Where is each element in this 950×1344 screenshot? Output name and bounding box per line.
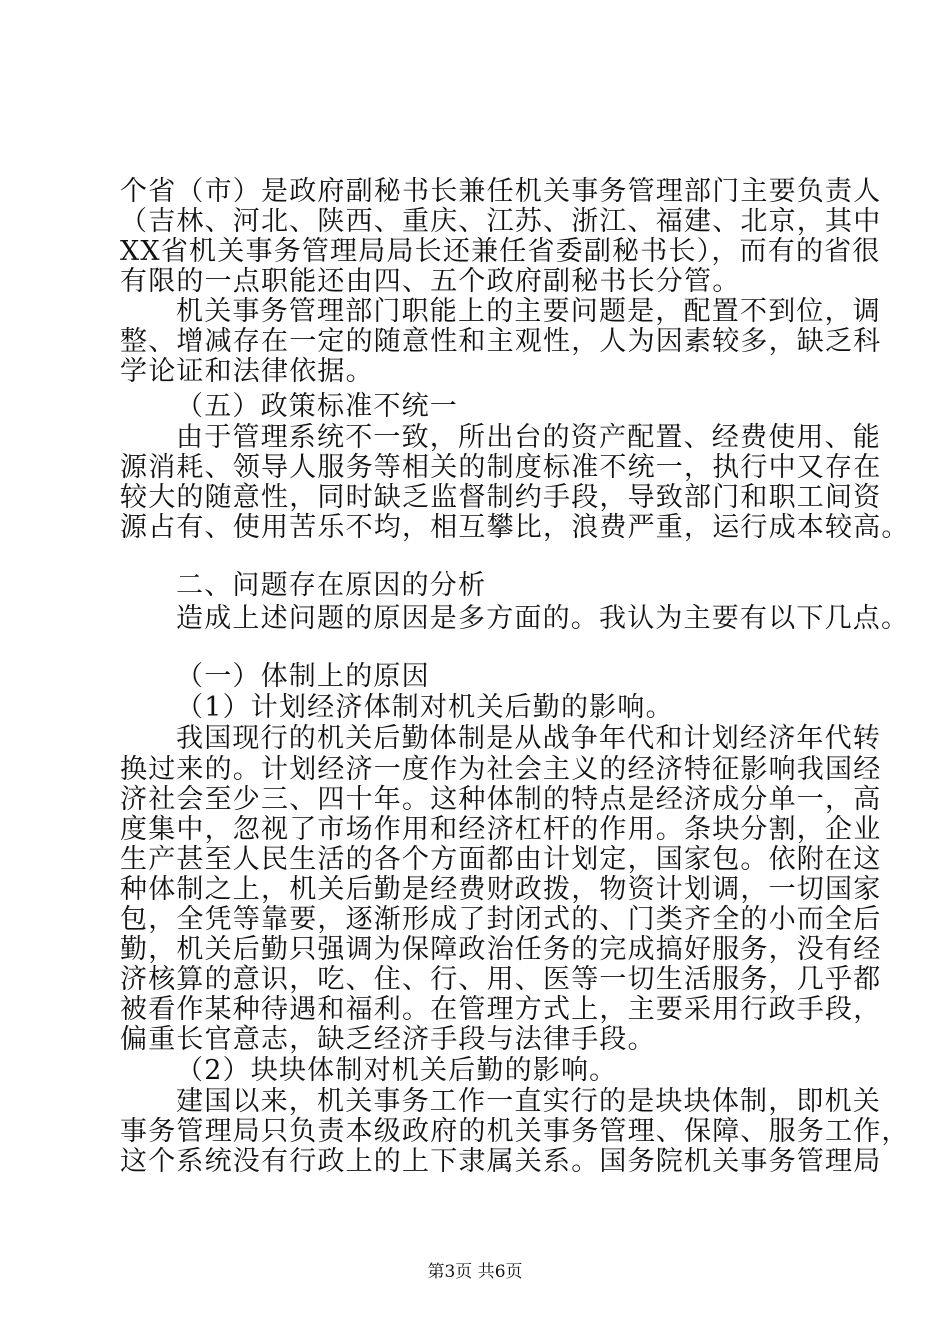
- section-heading: （一）体制上的原因: [176, 661, 430, 692]
- text-line: 整、增减存在一定的随意性和主观性，人为因素较多，缺乏科: [120, 326, 882, 357]
- text-line: 学论证和法律依据。: [120, 356, 374, 387]
- text-line: 度集中，忽视了市场作用和经济杠杆的作用。条块分割，企业: [120, 814, 882, 845]
- text-line: XX省机关事务管理局局长还兼任省委副秘书长），而有的省很: [120, 236, 881, 267]
- text-line: 有限的一点职能还由四、五个政府副秘书长分管。: [120, 266, 741, 297]
- text-line: 由于管理系统不一致，所出台的资产配置、经费使用、能: [176, 422, 881, 453]
- text-line: 较大的随意性，同时缺乏监督制约手段，导致部门和职工间资: [120, 482, 882, 513]
- text-line: 造成上述问题的原因是多方面的。我认为主要有以下几点。: [176, 603, 910, 634]
- section-heading: （五）政策标准不统一: [176, 391, 458, 422]
- text-line: 被看作某种待遇和福利。在管理方式上，主要采用行政手段，: [120, 994, 882, 1025]
- section-heading: 二、问题存在原因的分析: [176, 570, 487, 601]
- text-line: 建国以来，机关事务工作一直实行的是块块体制，即机关: [176, 1086, 881, 1117]
- text-line: （吉林、河北、陕西、重庆、江苏、浙江、福建、北京，其中: [120, 206, 882, 237]
- page-footer: 第3页 共6页: [427, 1262, 523, 1282]
- text-line: 换过来的。计划经济一度作为社会主义的经济特征影响我国经: [120, 754, 882, 785]
- text-line: 源消耗、领导人服务等相关的制度标准不统一，执行中又存在: [120, 452, 882, 483]
- text-line: 济社会至少三、四十年。这种体制的特点是经济成分单一，高: [120, 784, 882, 815]
- text-line: 勤，机关后勤只强调为保障政治任务的完成搞好服务，没有经: [120, 934, 882, 965]
- text-line: 济核算的意识，吃、住、行、用、医等一切生活服务，几乎都: [120, 964, 882, 995]
- text-line: 种体制之上，机关后勤是经费财政拨，物资计划调，一切国家: [120, 874, 882, 905]
- text-line: 个省（市）是政府副秘书长兼任机关事务管理部门主要负责人: [120, 176, 882, 207]
- text-line: 事务管理局只负责本级政府的机关事务管理、保障、服务工作，: [120, 1116, 910, 1147]
- text-line: 偏重长官意志，缺乏经济手段与法律手段。: [120, 1024, 656, 1055]
- text-line: 包，全凭等靠要，逐渐形成了封闭式的、门类齐全的小而全后: [120, 904, 882, 935]
- text-line: 我国现行的机关后勤体制是从战争年代和计划经济年代转: [176, 723, 881, 754]
- text-line: 这个系统没有行政上的上下隶属关系。国务院机关事务管理局: [120, 1146, 882, 1177]
- text-line: 机关事务管理部门职能上的主要问题是，配置不到位，调: [176, 296, 881, 327]
- subsection-heading: （2）块块体制对机关后勤的影响。: [176, 1055, 618, 1086]
- text-line: 生产甚至人民生活的各个方面都由计划定，国家包。依附在这: [120, 844, 882, 875]
- text-line: 源占有、使用苦乐不均，相互攀比，浪费严重，运行成本较高。: [120, 512, 910, 543]
- subsection-heading: （1）计划经济体制对机关后勤的影响。: [176, 692, 674, 723]
